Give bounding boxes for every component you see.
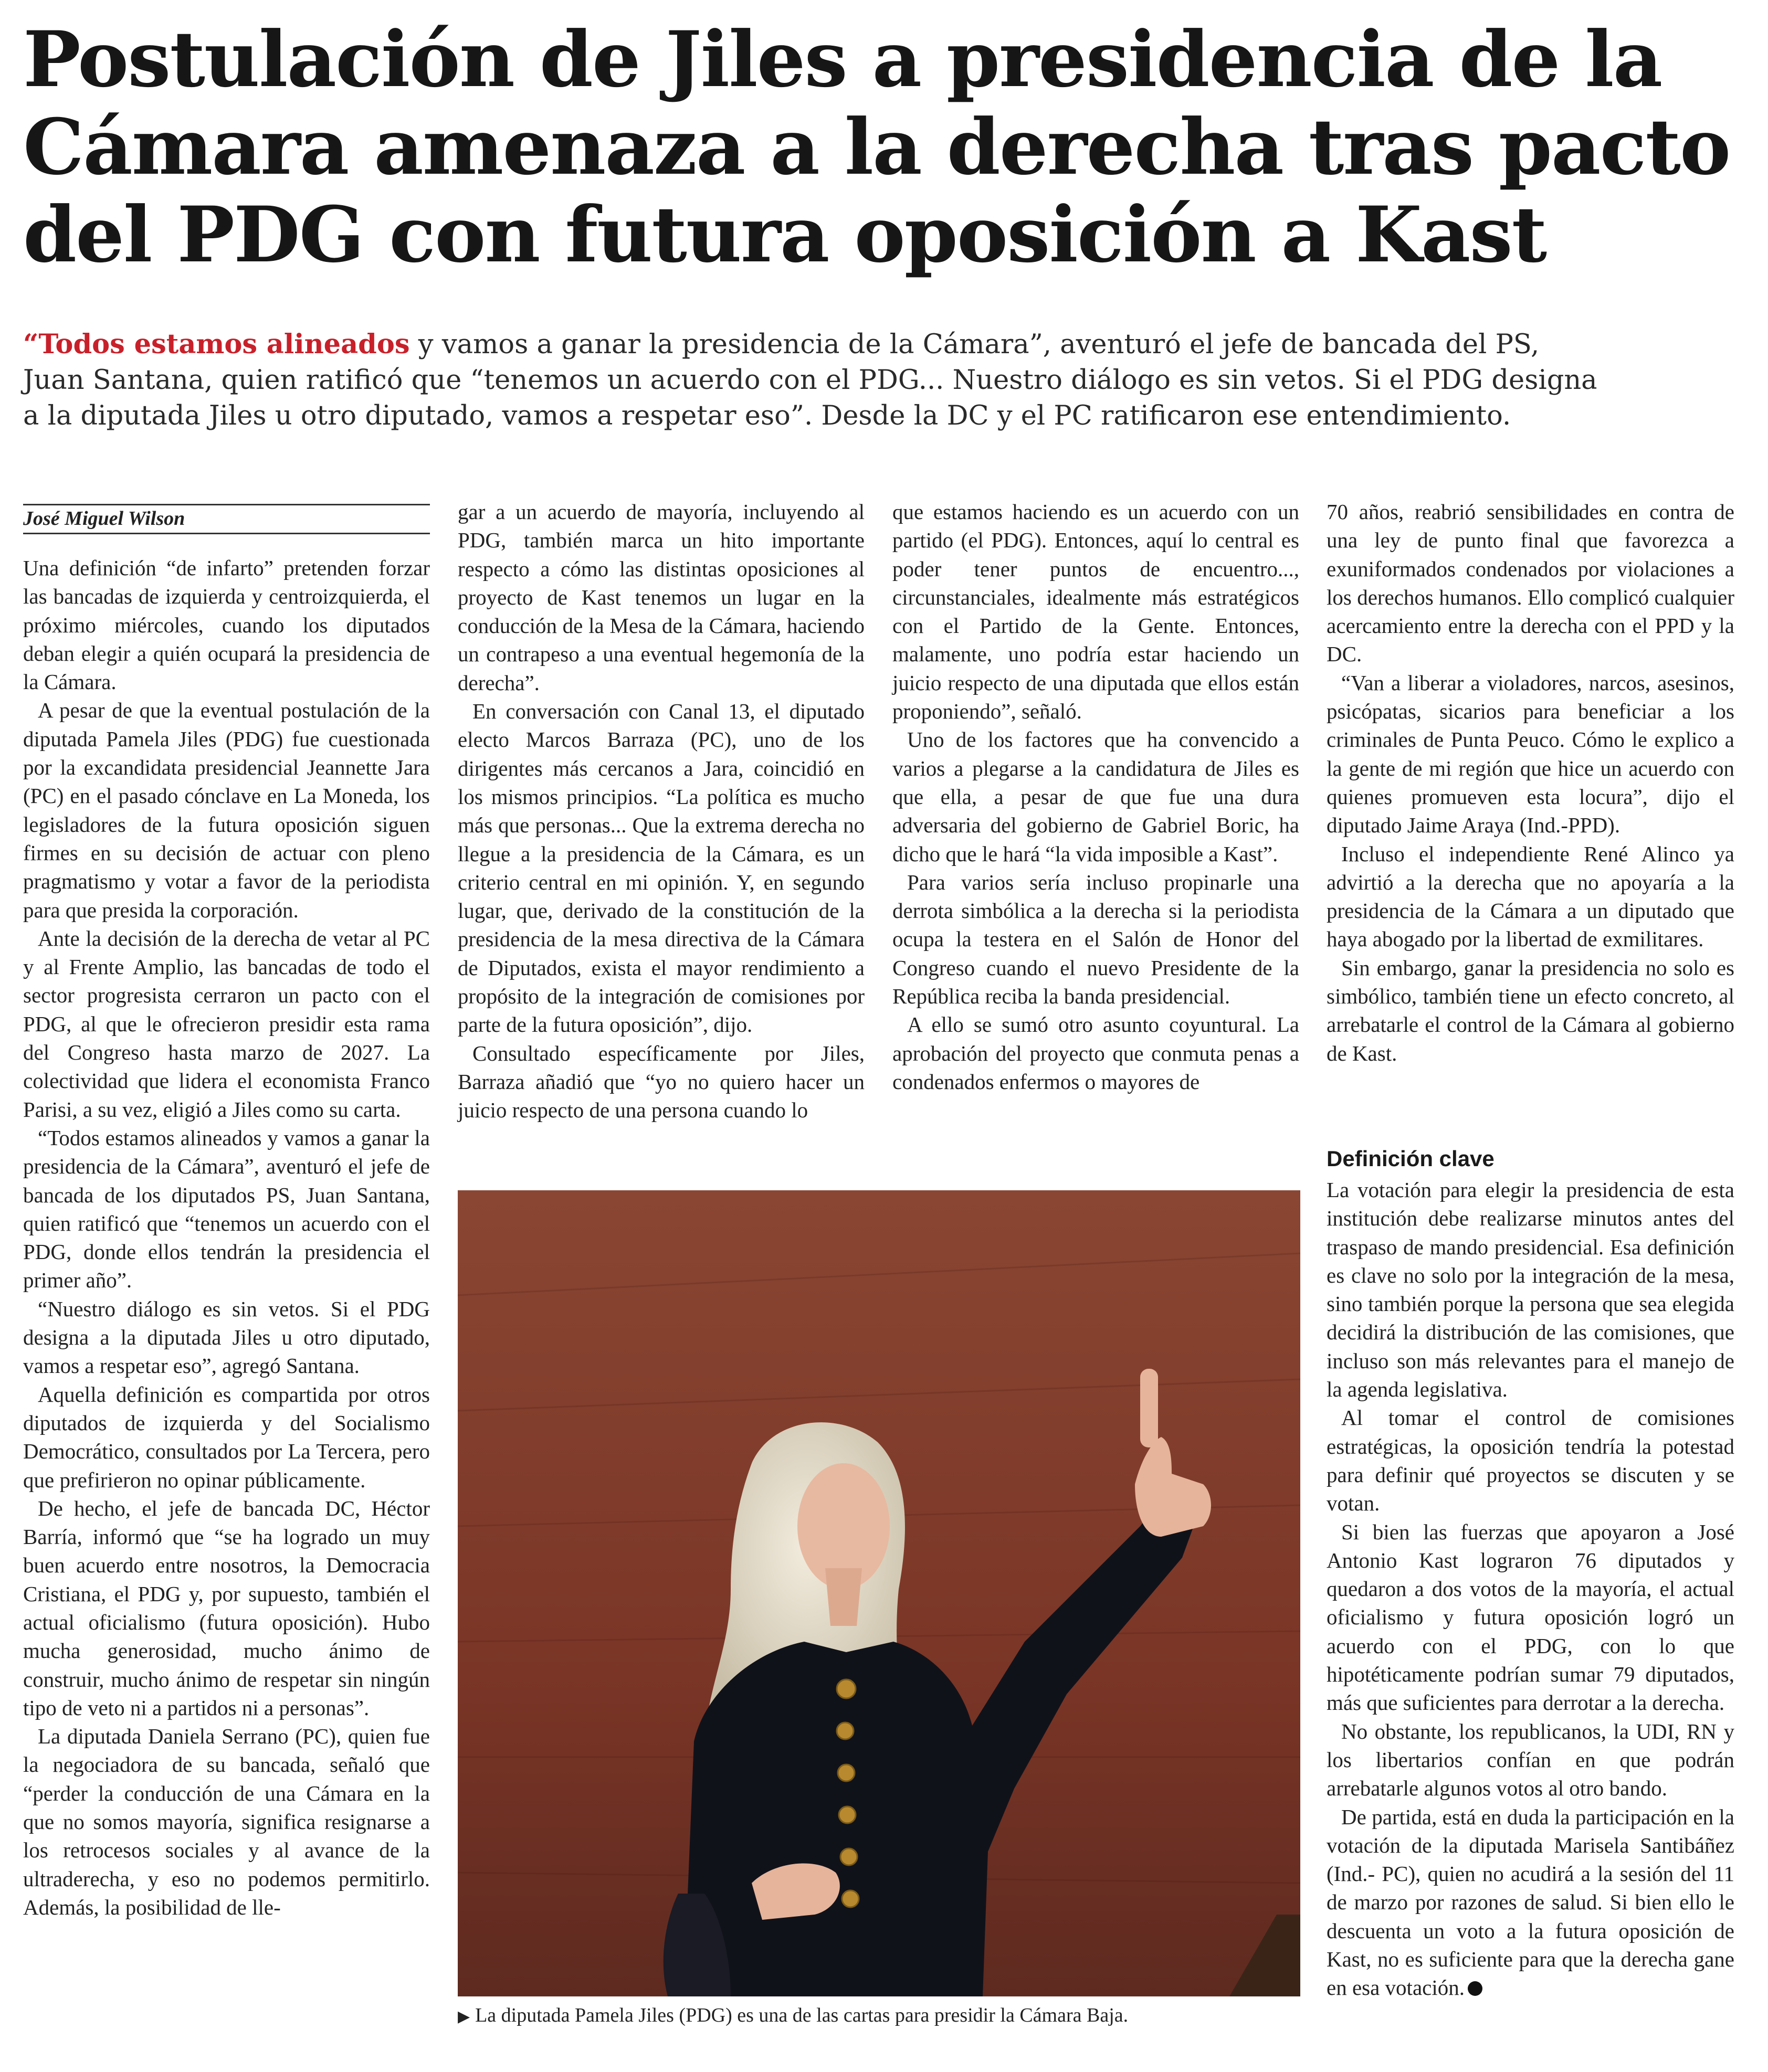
caption-text: La diputada Pamela Jiles (PDG) es una de las cartas para presidir la Cámara Baja.: [475, 2004, 1129, 2026]
paragraph: Ante la decisión de la derecha de vetar al PC y al Frente Amplio, las bancadas de todo el sector progresista cerraron un pacto con el PDG, al que le ofrecieron presidir esta rama del Congreso hasta marzo de 2027. La colectividad que lidera el economista Franco Parisi, a su vez, eligió a Jiles como su carta.: [23, 926, 430, 1122]
article-column-2: [458, 498, 865, 1125]
paragraph: A ello se sumó otro asunto coyuntural. La aprobación del proyecto que conmuta penas a condenados enfermos o mayores de: [892, 1012, 1299, 1094]
paragraph: Aquella definición es compartida por otros diputados de izquierda y del Socialismo Democrático, consultados por La Tercera, pero que prefirieron no opinar públicamente.: [23, 1382, 430, 1492]
lead-text: y vamos a ganar la presidencia de la Cámara”, aventuró el jefe de bancada del PS, Juan Santana, quien ratificó que “tenemos un acuerdo con el PDG... Nuestro diálogo es sin vetos. Si el PDG designa a la diputada Jiles u otro diputado, vamos a respetar eso”. Desde la DC y el PC ratificaron ese entendimiento.: [23, 329, 1597, 431]
paragraph: Uno de los factores que ha convencido a varios a plegarse a la candidatura de Jiles es que ella, a pesar de que fue una dura adversaria del gobierno de Gabriel Boric, ha dicho que le hará “la vida imposible a Kast”.: [892, 727, 1299, 866]
paragraph: De hecho, el jefe de bancada DC, Héctor Barría, informó que “se ha logrado un muy buen acuerdo entre nosotros, la Democracia Cristiana, el PDG y, por supuesto, también el actual oficialismo (futura oposición). Hubo mucha generosidad, mucho ánimo de construir, mucho ánimo de respetar sin ningún tipo de veto ni a partidos ni a personas”.: [23, 1496, 430, 1720]
article-photo: [458, 1190, 1300, 1996]
article-column-3: [892, 498, 1299, 1096]
photo-caption: [458, 2004, 1128, 2027]
paragraph-text: De partida, está en duda la participación en la votación de la diputada Marisela Santibáñez (Ind.- PC), quien no acudirá a la sesión del 11 de marzo por razones de salud. Si bien ello le descuenta un voto a la futura oposición de Kast, no es suficiente para que la derecha gane en esa votación.: [1327, 1804, 1734, 2000]
paragraph: Incluso el independiente René Alinco ya advirtió a la derecha que no apoyaría a la presidencia de la Cámara a un diputado que haya abogado por la libertad de exmilitares.: [1327, 841, 1734, 952]
paragraph: “Nuestro diálogo es sin vetos. Si el PDG designa a la diputada Jiles u otro diputado, vamos a respetar eso”, agregó Santana.: [23, 1296, 430, 1378]
paragraph: “Van a liberar a violadores, narcos, asesinos, psicópatas, sicarios para beneficiar a los criminales de Punta Peuco. Cómo le explico a la gente de mi región que hice un acuerdo con quienes promueven esta locura”, dijo el diputado Jaime Araya (Ind.-PPD).: [1327, 670, 1734, 838]
byline: [23, 504, 430, 534]
paragraph: Sin embargo, ganar la presidencia no solo es simbólico, también tiene un efecto concreto, al arrebatarle el control de la Cámara al gobierno de Kast.: [1327, 955, 1734, 1065]
headline: [23, 16, 1755, 279]
paragraph: [1327, 1803, 1734, 2002]
paragraph: Una definición “de infarto” pretenden forzar las bancadas de izquierda y centroizquierda, el próximo miércoles, cuando los diputados deban elegir a quién ocupará la presidencia de la Cámara.: [23, 556, 430, 694]
paragraph: 70 años, reabrió sensibilidades en contra de una ley de punto final que favorezca a exuniformados condenados por violaciones a los derechos humanos. Ello complicó cualquier acercamiento entre la derecha con el PPD y la DC.: [1327, 500, 1734, 667]
lead-paragraph: [23, 326, 1598, 434]
paragraph: Consultado específicamente por Jiles, Barraza añadió que “yo no quiero hacer un juicio respecto de una persona cuando lo: [458, 1041, 865, 1123]
paragraph: La diputada Daniela Serrano (PC), quien fue la negociadora de su bancada, señaló que “perder la conducción de una Cámara en la que no somos mayoría, significa resignarse a los retrocesos sociales y al avance de la ultraderecha, y eso no podemos permitirlo. Además, la posibilidad de lle-: [23, 1724, 430, 1919]
paragraph: No obstante, los republicanos, la UDI, RN y los libertarios confían en que podrán arrebatarle algunos votos al otro bando.: [1327, 1719, 1734, 1801]
paragraph: Si bien las fuerzas que apoyaron a José Antonio Kast lograron 76 diputados y quedaron a dos votos de la mayoría, el actual oficialismo y futura oposición logró un acuerdo con el PDG, con lo que hipotéticamente podrían sumar 79 diputados, más que suficientes para derrotar a la derecha.: [1327, 1519, 1734, 1715]
article-column-4: [1327, 498, 1734, 1067]
paragraph: La votación para elegir la presidencia de esta institución debe realizarse minutos antes del traspaso de mando presidencial. Esa definición es clave no solo por la integración de la mesa, sino también porque la persona que sea elegida decidirá la distribución de las comisiones, que incluso son más relevantes para el manejo de la agenda legislativa.: [1327, 1178, 1734, 1402]
section-subhead: Definición clave: [1327, 1146, 1495, 1171]
end-of-article-mark: [1468, 1981, 1482, 1996]
paragraph: “Todos estamos alineados y vamos a ganar la presidencia de la Cámara”, aventuró el jefe de bancada de los diputados PS, Juan Santana, quien ratificó que “tenemos un acuerdo con el PDG, donde ellos tendrán la presidencia el primer año”.: [23, 1125, 430, 1293]
paragraph: En conversación con Canal 13, el diputado electo Marcos Barraza (PC), uno de los dirigentes más cercanos a Jara, coincidió en los mismos principios. “La política es mucho más que personas... Que la extrema derecha no llegue a la presidencia de la Cámara, es un criterio central en mi opinión. Y, en segundo lugar, que, derivado de la constitución de la presidencia de la mesa directiva de la Cámara de Diputados, exista el mayor rendimiento a propósito de la integración de comisiones por parte de la futura oposición”, dijo.: [458, 699, 865, 1037]
paragraph: que estamos haciendo es un acuerdo con un partido (el PDG). Entonces, aquí lo central es poder tener puntos de encuentro..., circunstanciales, idealmente más estratégicos con el Partido de la Gente. Entonces, malamente, uno podría estar haciendo un juicio respecto de una diputada que ellos están proponiendo”, señaló.: [892, 500, 1299, 724]
paragraph: Para varios sería incluso propinarle una derrota simbólica a la derecha si la periodista ocupa la testera en el Salón de Honor del Congreso cuando el nuevo Presidente de la República reciba la banda presidencial.: [892, 870, 1299, 1009]
headline-line-2: Cámara amenaza a la derecha tras pacto: [23, 102, 1730, 192]
byline-author: José Miguel Wilson: [23, 508, 185, 530]
caption-marker-icon: ▶: [458, 2008, 470, 2025]
lead-highlight: “Todos estamos alineados: [23, 329, 410, 360]
paragraph: gar a un acuerdo de mayoría, incluyendo al PDG, también marca un hito importante respecto a cómo las distintas oposiciones al proyecto de Kast tenemos un lugar en la conducción de la Mesa de la Cámara, haciendo un contrapeso a una eventual hegemonía de la derecha”.: [458, 500, 865, 695]
article-column-4-continued: [1327, 1176, 1734, 2002]
headline-line-3: del PDG con futura oposición a Kast: [23, 190, 1546, 280]
photo-illustration: [458, 1190, 1300, 1996]
headline-line-1: Postulación de Jiles a presidencia de la: [23, 15, 1662, 104]
paragraph: Al tomar el control de comisiones estratégicas, la oposición tendría la potestad para definir qué proyectos se discuten y se votan.: [1327, 1405, 1734, 1516]
article-column-1: [23, 554, 430, 1921]
paragraph: A pesar de que la eventual postulación de la diputada Pamela Jiles (PDG) fue cuestionada por la excandidata presidencial Jeannette Jara (PC) en el pasado cónclave en La Moneda, los legisladores de la futura oposición siguen firmes en su decisión de actuar con pleno pragmatismo y votar a favor de la periodista para que presida la corporación.: [23, 698, 430, 922]
